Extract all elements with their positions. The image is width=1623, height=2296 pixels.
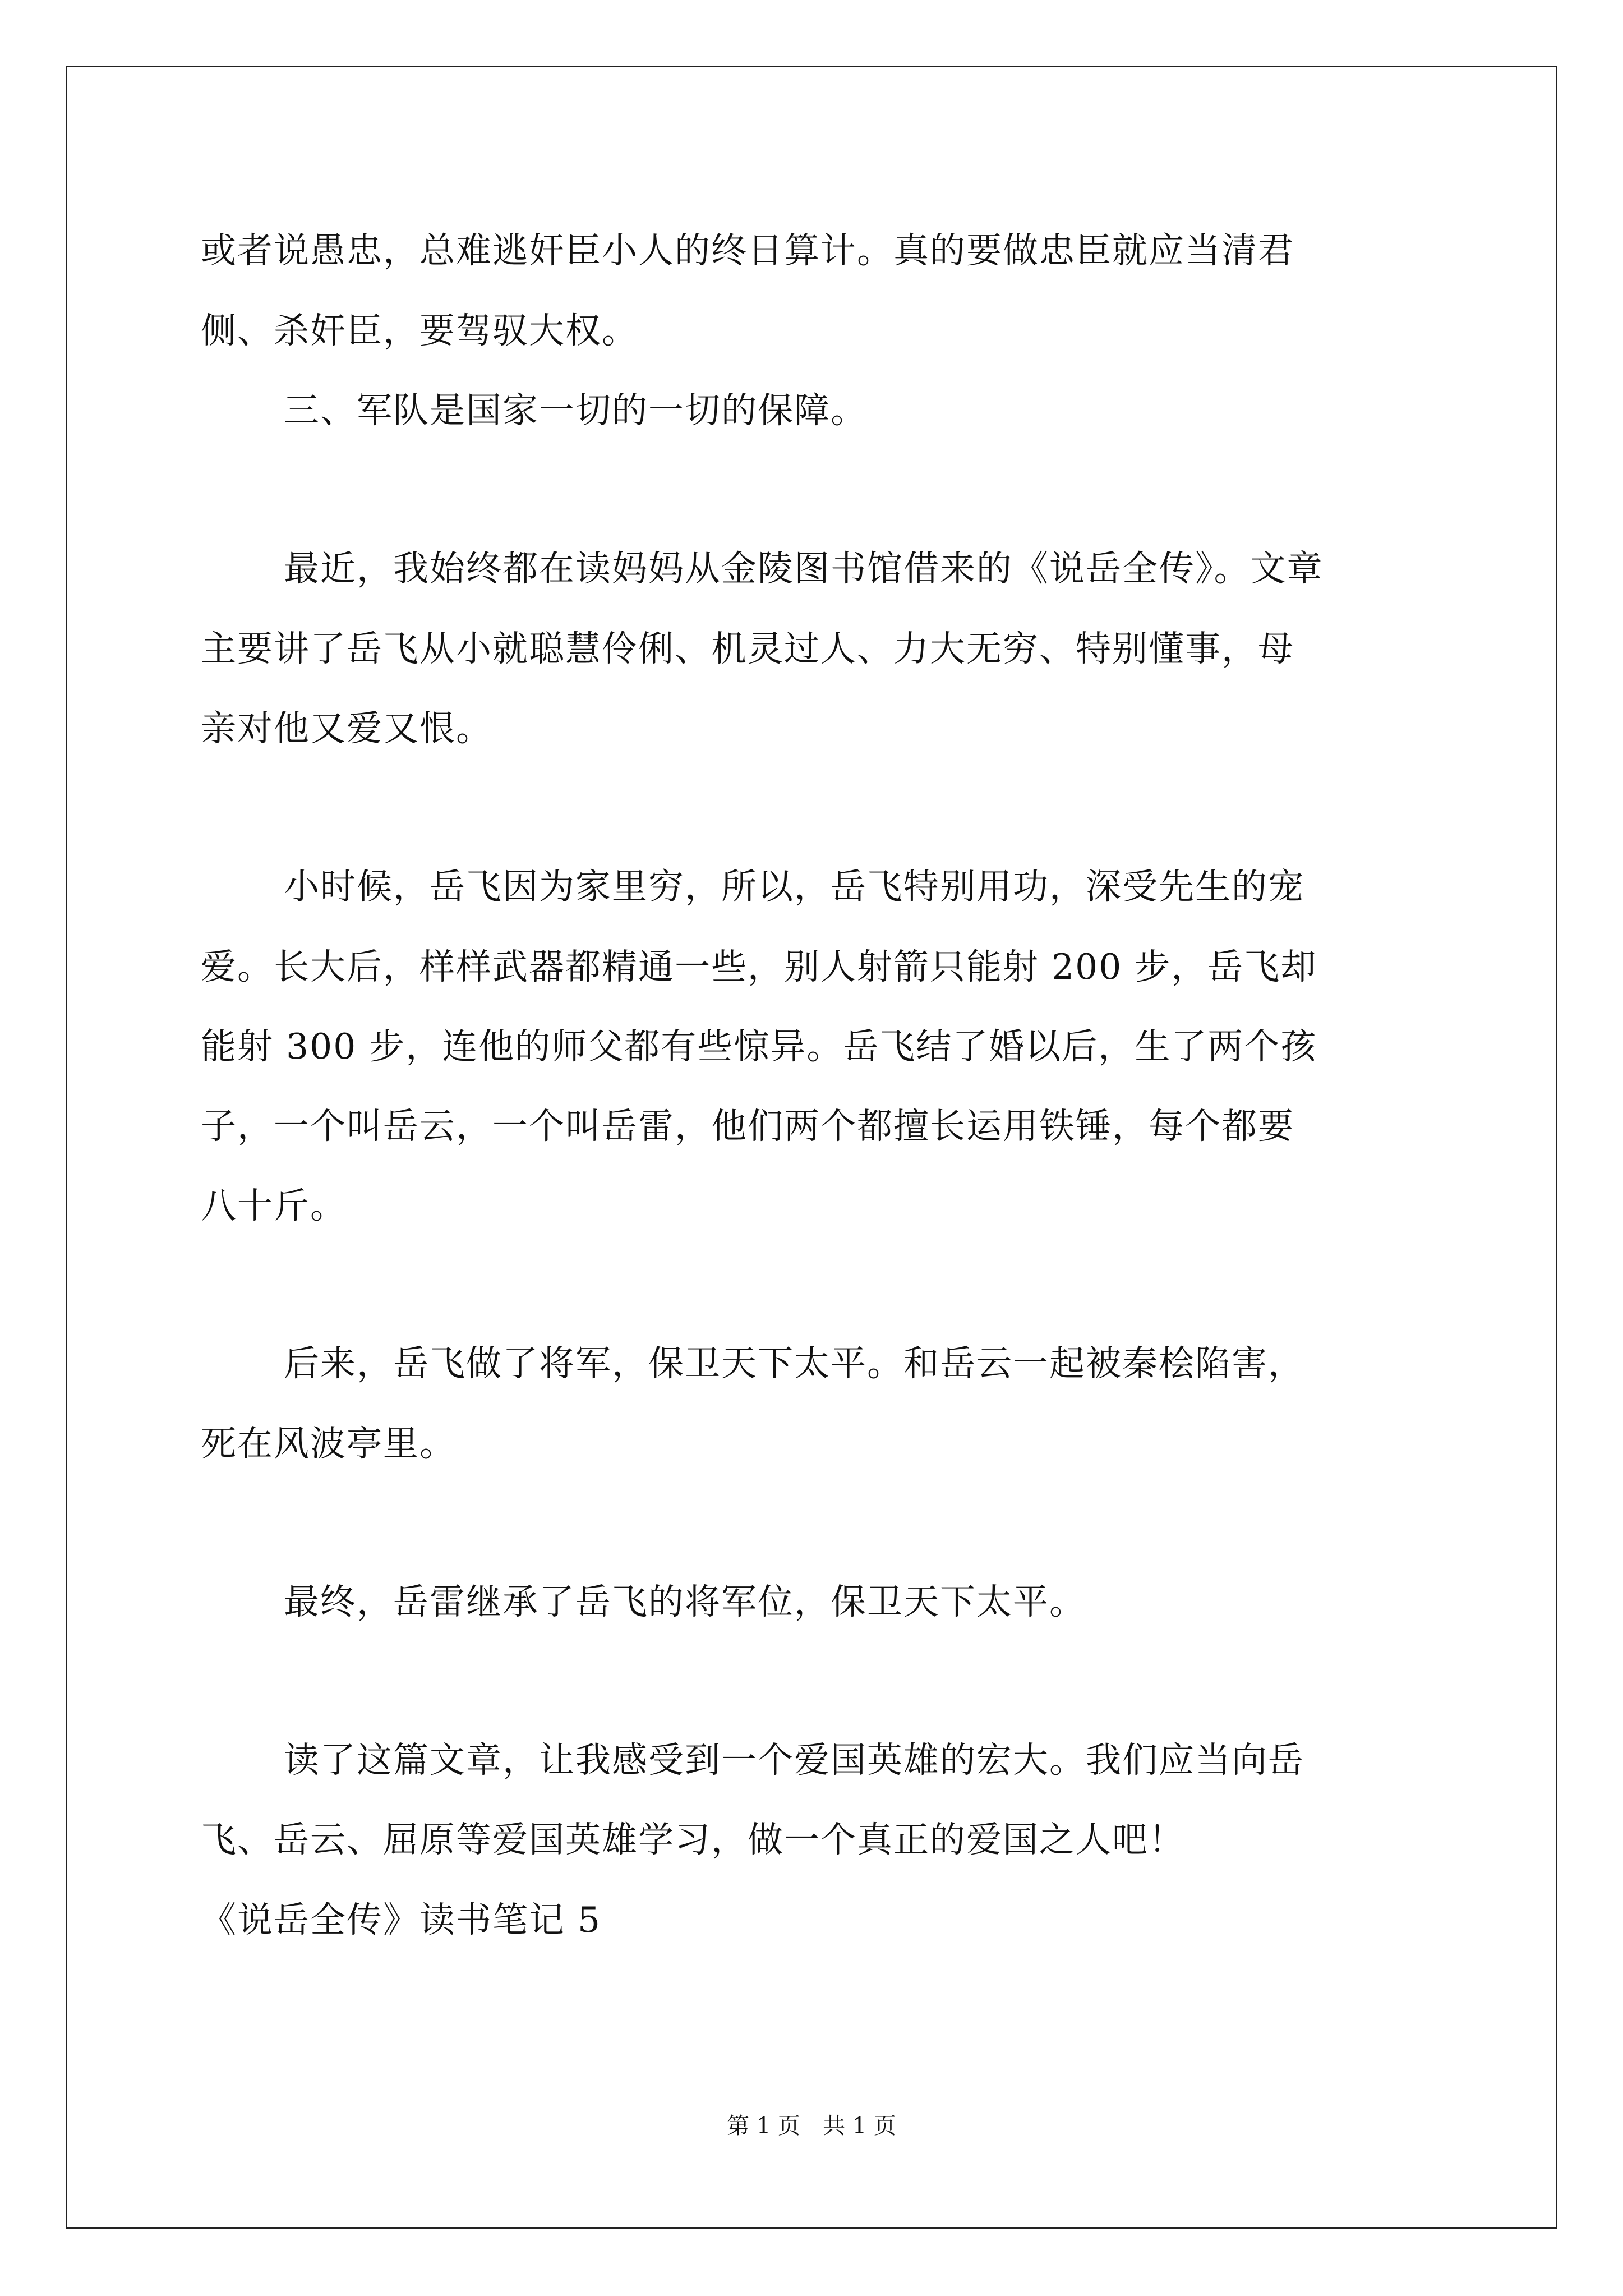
section-heading: 《说岳全传》读书笔记 5 — [201, 1899, 602, 1940]
page-number-footer: 第 1 页 共 1 页 — [727, 2113, 896, 2139]
text-line: 能射 300 步，连他的师父都有些惊异。岳飞结了婚以后，生了两个孩 — [201, 1026, 1317, 1067]
text-line: 三、军队是国家一切的一切的保障。 — [284, 390, 867, 431]
text-line: 亲对他又爱又恨。 — [201, 708, 492, 749]
text-line: 主要讲了岳飞从小就聪慧伶俐、机灵过人、力大无穷、特别懂事，母 — [201, 628, 1294, 669]
text-line: 最终，岳雷继承了岳飞的将军位，保卫天下太平。 — [284, 1581, 1086, 1622]
text-line: 小时候，岳飞因为家里穷，所以，岳飞特别用功，深受先生的宠 — [284, 866, 1304, 907]
text-line: 八十斤。 — [201, 1185, 347, 1226]
text-line: 侧、杀奸臣，要驾驭大权。 — [201, 310, 638, 351]
text-line: 飞、岳云、屈原等爱国英雄学习，做一个真正的爱国之人吧！ — [201, 1819, 1185, 1860]
text-line: 最近，我始终都在读妈妈从金陵图书馆借来的《说岳全传》。文章 — [284, 548, 1324, 589]
text-line: 读了这篇文章，让我感受到一个爱国英雄的宏大。我们应当向岳 — [284, 1740, 1304, 1780]
text-line: 爱。长大后，样样武器都精通一些，别人射箭只能射 200 步，岳飞却 — [201, 946, 1317, 987]
text-line: 死在风波亭里。 — [201, 1423, 456, 1464]
text-line: 子，一个叫岳云，一个叫岳雷，他们两个都擅长运用铁锤，每个都要 — [201, 1106, 1294, 1147]
text-line: 或者说愚忠，总难逃奸臣小人的终日算计。真的要做忠臣就应当清君 — [201, 230, 1294, 271]
text-line: 后来，岳飞做了将军，保卫天下太平。和岳云一起被秦桧陷害， — [284, 1343, 1304, 1384]
